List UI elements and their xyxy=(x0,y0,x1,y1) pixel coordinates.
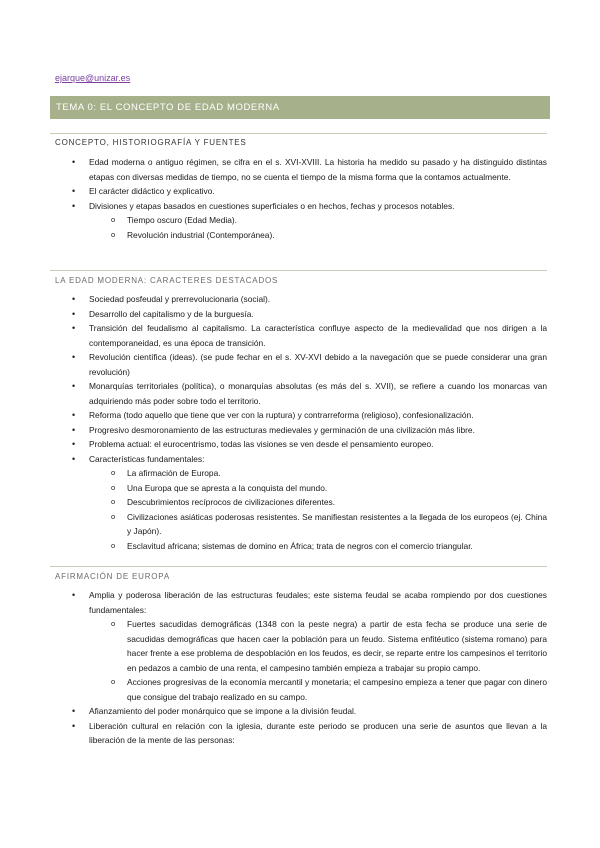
sub-list-item: o Descubrimientos recíprocos de civilizaciones diferentes. xyxy=(89,495,547,510)
sub-list-item: o Fuertes sacudidas demográficas (1348 con la peste negra) a partir de esta fecha se produce una serie de sacudidas demográficas que hacen caer la población para un feudo. Sistema enfitéutico (sistema romano) para hacer frente a ese problema de despoblación en los feudos, es decir, se reparte entre los campesinos el territorio en pedazos a cambio de una renta, el campesino también empieza a trabajar su propio campo. xyxy=(89,617,547,675)
list-item: • Sociedad posfeudal y prerrevolucionaria (social). xyxy=(55,292,547,307)
section-divider xyxy=(50,270,547,271)
sub-list-item: o Esclavitud africana; sistemas de domino en África; trata de negros con el comercio triangular. xyxy=(89,539,547,554)
chapter-title-banner: TEMA 0: EL CONCEPTO DE EDAD MODERNA xyxy=(50,96,550,119)
list-item: • Transición del feudalismo al capitalismo. La característica confluye aspecto de la medievalidad que nos dirigen a la contemporaneidad, es una época de transición. xyxy=(55,321,547,350)
section-content xyxy=(55,588,547,748)
section-divider xyxy=(50,133,547,134)
section-title: LA EDAD MODERNA: CARACTERES DESTACADOS xyxy=(55,276,279,285)
list-item: • Liberación cultural en relación con la iglesia, durante este periodo se producen una serie de asuntos que llevan a la liberación de la mente de las personas: xyxy=(55,719,547,748)
list-item: • Edad moderna o antiguo régimen, se cifra en el s. XVI-XVIII. La historia ha medido su pasado y ha distinguido distintas etapas con diversas medidas de tiempo, no se cuenta el tiempo de la misma forma que la contamos actualmente. xyxy=(55,155,547,184)
list-item: • Características fundamentales: o La afirmación de Europa. o Una Europa que se apresta a la conquista del mundo. o Descubrimientos recíprocos de civilizaciones diferentes. o Civilizaciones asiáticas poderosas resistentes. Se manifiestan resistentes a la llegada de los europeos (ej. China y Japón). o Esclavitud africana; sistemas de domino en África; trata de negros con el comercio triangular. xyxy=(55,452,547,554)
section-content xyxy=(55,155,547,242)
sub-list-item: o Revolución industrial (Contemporánea). xyxy=(89,228,547,243)
sub-list-item: o Acciones progresivas de la economía mercantil y monetaria; el campesino empieza a tener que pagar con dinero que consigue del trabajo realizado en su campo. xyxy=(89,675,547,704)
list-item: • Problema actual: el eurocentrismo, todas las visiones se ven desde el pensamiento europeo. xyxy=(55,437,547,452)
sub-list-item: o La afirmación de Europa. xyxy=(89,466,547,481)
list-item: • Divisiones y etapas basados en cuestiones superficiales o en hechos, fechas y procesos notables. o Tiempo oscuro (Edad Media). o Revolución industrial (Contemporánea). xyxy=(55,199,547,243)
list-item: • El carácter didáctico y explicativo. xyxy=(55,184,547,199)
list-item: • Desarrollo del capitalismo y de la burguesía. xyxy=(55,307,547,322)
sub-list-item: o Una Europa que se apresta a la conquista del mundo. xyxy=(89,481,547,496)
author-email-link[interactable]: ejarque@unizar.es xyxy=(55,73,131,83)
list-item: • Afianzamiento del poder monárquico que se impone a la división feudal. xyxy=(55,704,547,719)
section-title: AFIRMACIÓN DE EUROPA xyxy=(55,572,170,581)
list-item: • Revolución científica (ideas). (se pude fechar en el s. XV-XVI debido a la navegación que se puede considerar una gran revolución) xyxy=(55,350,547,379)
list-item: • Progresivo desmoronamiento de las estructuras medievales y germinación de una civilización más libre. xyxy=(55,423,547,438)
section-divider xyxy=(50,566,547,567)
list-item: • Amplia y poderosa liberación de las estructuras feudales; este sistema feudal se acaba rompiendo por dos cuestiones fundamentales: o Fuertes sacudidas demográficas (1348 con la peste negra) a partir de esta fecha se produce una serie de sacudidas demográficas que hacen caer la población para un feudo. Sistema enfitéutico (sistema romano) para hacer frente a ese problema de despoblación en los feudos, es decir, se reparte entre los campesinos el territorio en pedazos a cambio de una renta, el campesino también empieza a trabajar su propio campo. o Acciones progresivas de la economía mercantil y monetaria; el campesino empieza a tener que pagar con dinero que consigue del trabajo realizado en su campo. xyxy=(55,588,547,704)
sub-list-item: o Tiempo oscuro (Edad Media). xyxy=(89,213,547,228)
list-item: • Monarquías territoriales (política), o monarquías absolutas (es más del s. XVII), se refiere a cuando los monarcas van adquiriendo más poder sobre todo el territorio. xyxy=(55,379,547,408)
section-title: CONCEPTO, HISTORIOGRAFÍA Y FUENTES xyxy=(55,138,247,147)
section-content xyxy=(55,292,547,553)
list-item: • Reforma (todo aquello que tiene que ver con la ruptura) y contrarreforma (religioso), confesionalización. xyxy=(55,408,547,423)
sub-list-item: o Civilizaciones asiáticas poderosas resistentes. Se manifiestan resistentes a la llegada de los europeos (ej. China y Japón). xyxy=(89,510,547,539)
